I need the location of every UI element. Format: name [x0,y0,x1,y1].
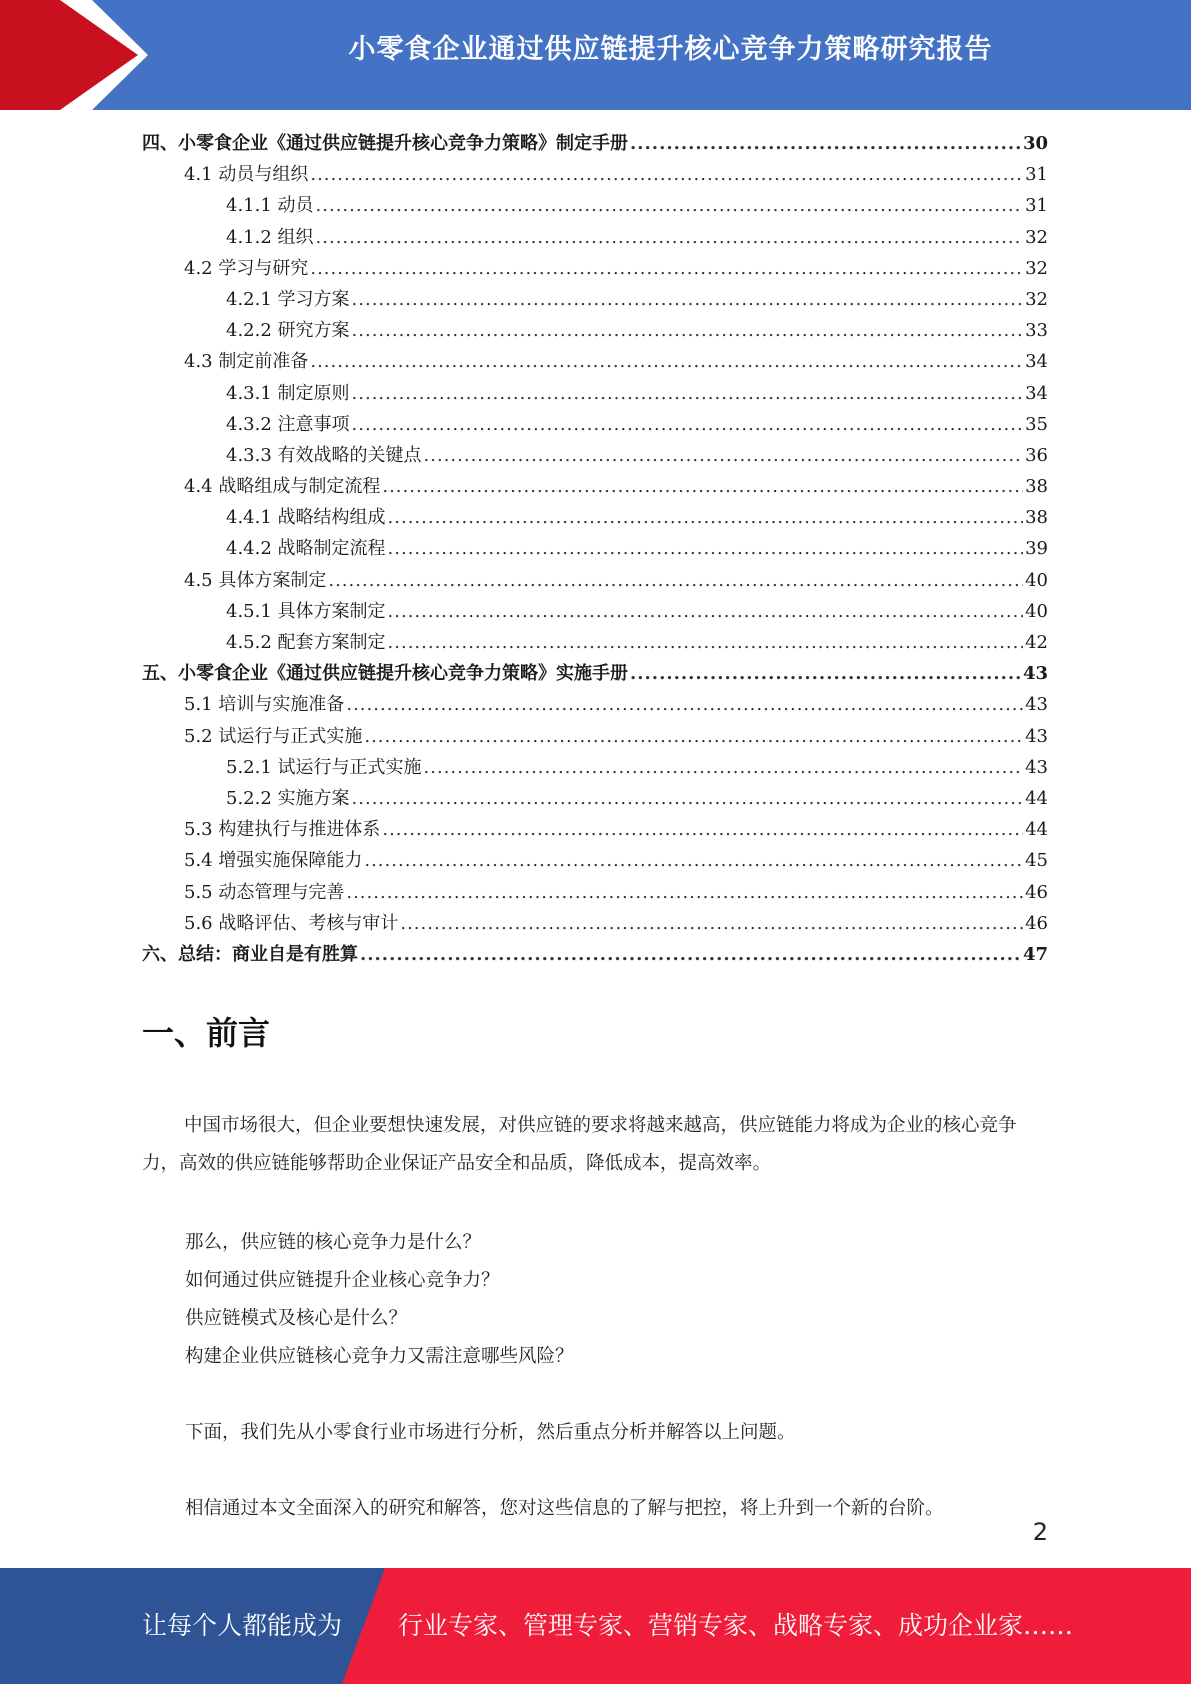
toc-entry-title: 4.3.1 制定原则 [226,382,350,404]
toc-entry-page: 32 [1025,226,1048,248]
toc-leader-dots [630,663,1021,684]
toc-entry-title: 5.6 战略评估、考核与审计 [184,912,399,934]
report-title: 小零食企业通过供应链提升核心竞争力策略研究报告 [348,34,993,65]
toc-entry-title: 4.1.2 组织 [226,226,314,248]
toc-entry-title: 4.4.2 战略制定流程 [226,538,386,560]
toc-leader-dots [352,289,1024,310]
toc-leader-dots [364,850,1023,871]
page-footer [0,1568,1191,1684]
toc-entry-page: 31 [1025,195,1048,217]
toc-leader-dots [388,538,1024,559]
toc-entry-page: 40 [1025,569,1048,591]
toc-leader-dots [424,445,1024,466]
toc-entry[interactable] [142,815,1048,846]
toc-leader-dots [346,694,1023,715]
toc-entry[interactable] [142,191,1048,222]
toc-entry[interactable] [142,503,1048,534]
toc-entry[interactable] [142,472,1048,503]
toc-leader-dots [382,819,1023,840]
toc-entry-title: 六、总结：商业自是有胜算 [142,943,358,965]
toc-entry-title: 4.2.2 研究方案 [226,320,350,342]
toc-leader-dots [630,133,1021,154]
footer-slogan-right: 行业专家、管理专家、营销专家、战略专家、成功企业家…… [398,1611,1074,1640]
next-paragraph: 下面，我们先从小零食行业市场进行分析，然后重点分析并解答以上问题。 [185,1422,796,1443]
toc-leader-dots [352,414,1024,435]
toc-entry-page: 39 [1025,538,1048,560]
toc-entry-page: 33 [1025,320,1048,342]
question-4: 构建企业供应链核心竞争力又需注意哪些风险？ [185,1346,574,1367]
toc-entry[interactable] [142,285,1048,316]
toc-entry-title: 4.4.1 战略结构组成 [226,507,386,529]
toc-entry[interactable] [142,223,1048,254]
toc-entry-title: 4.5.1 具体方案制定 [226,600,386,622]
header-red-chevron [0,0,138,110]
toc-entry[interactable] [142,597,1048,628]
toc-entry-title: 5.2 试运行与正式实施 [184,725,363,747]
toc-entry-page: 38 [1025,507,1048,529]
toc-entry-title: 4.3.3 有效战略的关键点 [226,444,422,466]
toc-entry-title: 4.1.1 动员 [226,195,314,217]
toc-entry-title: 五、小零食企业《通过供应链提升核心竞争力策略》实施手册 [142,663,628,685]
toc-entry-title: 5.3 构建执行与推进体系 [184,819,381,841]
toc-entry-page: 45 [1025,850,1048,872]
toc-entry-page: 34 [1025,351,1048,373]
toc-entry[interactable] [142,441,1048,472]
toc-entry-title: 5.1 培训与实施准备 [184,694,345,716]
toc-entry[interactable] [142,410,1048,441]
question-1: 那么，供应链的核心竞争力是什么？ [185,1232,482,1253]
toc-leader-dots [388,601,1024,622]
toc-entry-page: 31 [1025,164,1048,186]
toc-leader-dots [316,227,1024,248]
toc-entry-title: 4.4 战略组成与制定流程 [184,476,381,498]
toc-entry-page: 40 [1025,600,1048,622]
toc-entry[interactable] [142,566,1048,597]
toc-entry-page: 35 [1025,413,1048,435]
toc-entry[interactable] [142,909,1048,940]
toc-entry-page: 46 [1025,881,1048,903]
toc-entry-title: 5.2.1 试运行与正式实施 [226,756,422,778]
closing-paragraph: 相信通过本文全面深入的研究和解答，您对这些信息的了解与把控，将上升到一个新的台阶。 [185,1498,944,1519]
toc-entry-title: 4.5.2 配套方案制定 [226,632,386,653]
toc-entry[interactable] [142,722,1048,753]
table-of-contents [142,129,1048,971]
toc-entry-title: 4.3 制定前准备 [184,351,309,373]
toc-entry[interactable] [142,129,1048,160]
toc-entry-title: 5.5 动态管理与完善 [184,881,345,903]
toc-entry-page: 36 [1025,444,1048,466]
toc-leader-dots [310,258,1023,279]
toc-leader-dots [388,632,1024,653]
toc-leader-dots [352,320,1024,341]
toc-leader-dots [424,757,1024,778]
toc-entry[interactable] [142,160,1048,191]
intro-paragraph: 中国市场很大，但企业要想快速发展，对供应链的要求将越来越高，供应链能力将成为企业的核心竞争力，高效的供应链能够帮助企业保证产品安全和品质，降低成本，提高效率。 [142,1115,1017,1174]
toc-entry[interactable] [142,784,1048,815]
toc-leader-dots [360,944,1021,965]
toc-leader-dots [316,195,1024,216]
question-2: 如何通过供应链提升企业核心竞争力？ [185,1270,500,1291]
toc-entry-title: 4.2 学习与研究 [184,257,309,279]
toc-entry-page: 46 [1025,912,1048,934]
toc-entry-title: 5.4 增强实施保障能力 [184,850,363,872]
header-arrow-decoration [0,0,150,110]
toc-entry[interactable] [142,254,1048,285]
toc-entry-page: 47 [1022,943,1048,965]
toc-leader-dots [388,507,1024,528]
toc-leader-dots [364,726,1023,747]
toc-leader-dots [400,913,1023,934]
toc-entry-title: 4.3.2 注意事项 [226,413,350,435]
toc-entry-page: 44 [1025,787,1048,809]
toc-entry[interactable] [142,628,1048,659]
toc-entry[interactable] [142,316,1048,347]
footer-slogan-left: 让每个人都能成为 [142,1611,343,1640]
toc-entry-title: 4.5 具体方案制定 [184,569,327,591]
toc-entry-title: 四、小零食企业《通过供应链提升核心竞争力策略》制定手册 [142,133,628,154]
toc-leader-dots [310,164,1023,185]
toc-entry-title: 4.2.1 学习方案 [226,288,350,310]
toc-leader-dots [382,476,1023,497]
toc-entry[interactable] [142,347,1048,378]
toc-entry-page: 43 [1022,663,1048,685]
toc-entry[interactable] [142,690,1048,721]
toc-entry[interactable] [142,878,1048,909]
toc-entry[interactable] [142,379,1048,410]
toc-leader-dots [328,570,1023,591]
toc-entry[interactable] [142,846,1048,877]
toc-entry-page: 43 [1025,694,1048,716]
toc-entry-page: 30 [1022,133,1048,154]
toc-leader-dots [346,882,1023,903]
toc-entry-title: 5.2.2 实施方案 [226,787,350,809]
page-number: 2 [1032,1518,1048,1546]
toc-entry-page: 34 [1025,382,1048,404]
toc-entry[interactable] [142,534,1048,565]
toc-leader-dots [352,788,1024,809]
toc-leader-dots [352,383,1024,404]
question-3: 供应链模式及核心是什么？ [185,1308,408,1329]
toc-entry-page: 42 [1025,632,1048,653]
toc-entry-page: 38 [1025,476,1048,498]
page-header [0,0,1191,110]
toc-entry[interactable] [142,940,1048,971]
toc-entry[interactable] [142,753,1048,784]
toc-entry-page: 44 [1025,819,1048,841]
toc-entry-page: 32 [1025,288,1048,310]
toc-entry-page: 43 [1025,725,1048,747]
section-heading: 一、前言 [142,1014,271,1052]
toc-entry-page: 43 [1025,756,1048,778]
toc-leader-dots [310,351,1023,372]
toc-entry[interactable] [142,659,1048,690]
toc-entry-page: 32 [1025,257,1048,279]
toc-entry-title: 4.1 动员与组织 [184,164,309,186]
